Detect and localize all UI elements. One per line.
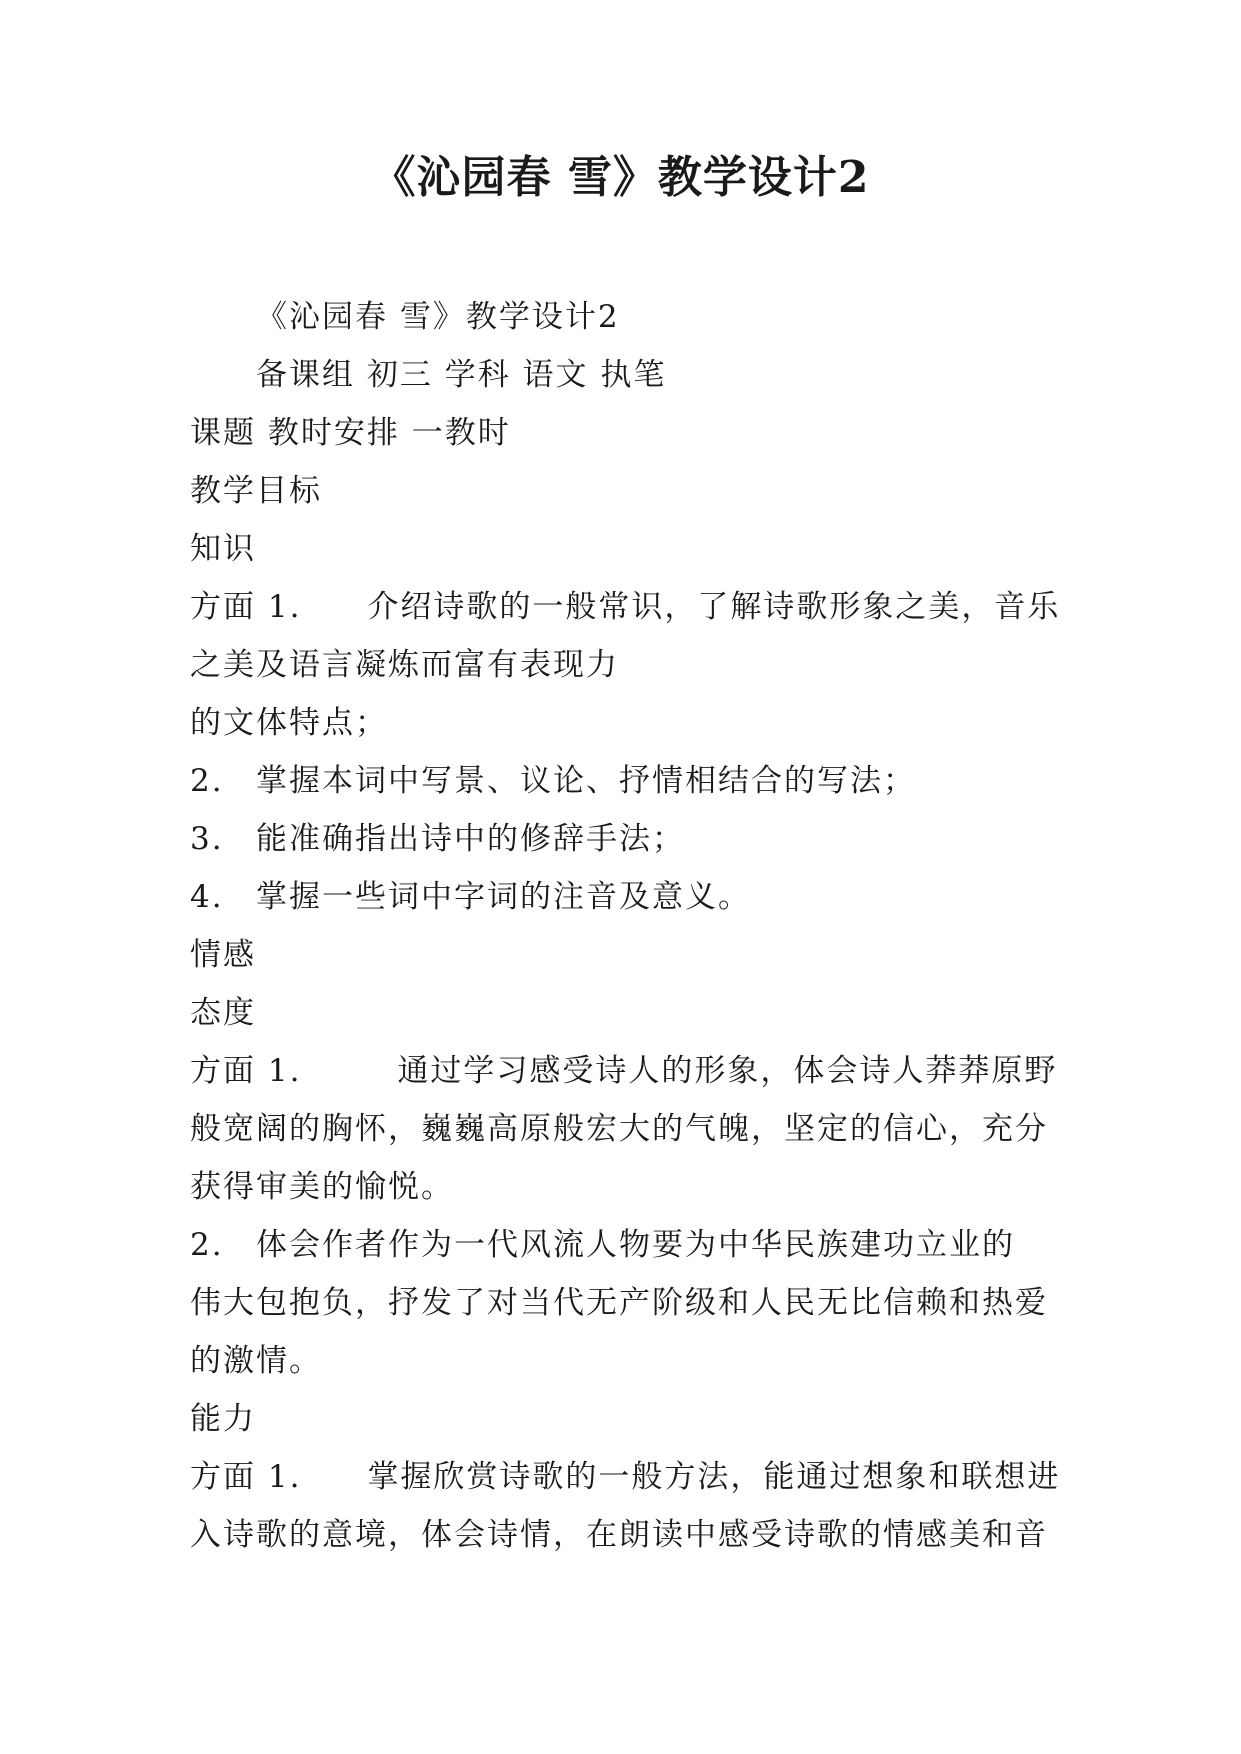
item-text: 掌握一些词中字词的注音及意义。: [256, 879, 751, 915]
topic-line: 课题 教时安排 一教时: [190, 415, 511, 451]
paragraph-line: 获得审美的愉悦。: [190, 1169, 454, 1205]
item-number: 2.: [190, 1227, 224, 1263]
item-text: 掌握本词中写景、议论、抒情相结合的写法；: [256, 763, 916, 799]
knowledge-item-1: [190, 578, 1061, 636]
item-text: 体会作者作为一代风流人物要为中华民族建功立业的: [256, 1227, 1015, 1263]
document-title: 《沁园春 雪》教学设计2: [371, 152, 870, 203]
paragraph-line: 般宽阔的胸怀，巍巍高原般宏大的气魄，坚定的信心，充分: [190, 1111, 1048, 1147]
subtitle-line: 《沁园春 雪》教学设计2: [256, 299, 620, 335]
item-text: 能准确指出诗中的修辞手法；: [256, 821, 685, 857]
knowledge-heading: 知识: [190, 531, 256, 567]
emotion-heading: 情感: [190, 937, 256, 973]
emotion-item-2: [190, 1216, 1056, 1274]
item-text: 通过学习感受诗人的形象，体会诗人莽莽原野: [397, 1053, 1058, 1089]
ability-heading: 能力: [190, 1401, 256, 1437]
knowledge-item-4: [190, 868, 1056, 926]
item-text: 掌握欣赏诗歌的一般方法，能通过想象和联想进: [367, 1459, 1061, 1495]
item-prefix: 方面 1.: [190, 1459, 302, 1495]
paragraph-line: 之美及语言凝炼而富有表现力: [190, 647, 619, 683]
emotion-item-1: [190, 1042, 1056, 1100]
item-number: 4.: [190, 879, 224, 915]
ability-item-1: [190, 1448, 1061, 1506]
knowledge-item-3: [190, 810, 1056, 868]
paragraph-line: 的激情。: [190, 1343, 322, 1379]
goals-heading: 教学目标: [190, 473, 322, 509]
item-number: 3.: [190, 821, 224, 857]
item-prefix: 方面 1.: [190, 1053, 302, 1089]
document-body: [190, 288, 1061, 1564]
paragraph-line: 入诗歌的意境，体会诗情，在朗读中感受诗歌的情感美和音: [190, 1517, 1048, 1553]
item-number: 2.: [190, 763, 224, 799]
item-prefix: 方面 1.: [190, 589, 302, 625]
knowledge-item-2: [190, 752, 1056, 810]
item-text: 介绍诗歌的一般常识，了解诗歌形象之美，音乐: [367, 589, 1061, 625]
paragraph-line: 伟大包抱负，抒发了对当代无产阶级和人民无比信赖和热爱: [190, 1285, 1048, 1321]
paragraph-line: 的文体特点；: [190, 705, 388, 741]
attitude-heading: 态度: [190, 995, 256, 1031]
prep-group-line: 备课组 初三 学科 语文 执笔: [256, 357, 667, 393]
